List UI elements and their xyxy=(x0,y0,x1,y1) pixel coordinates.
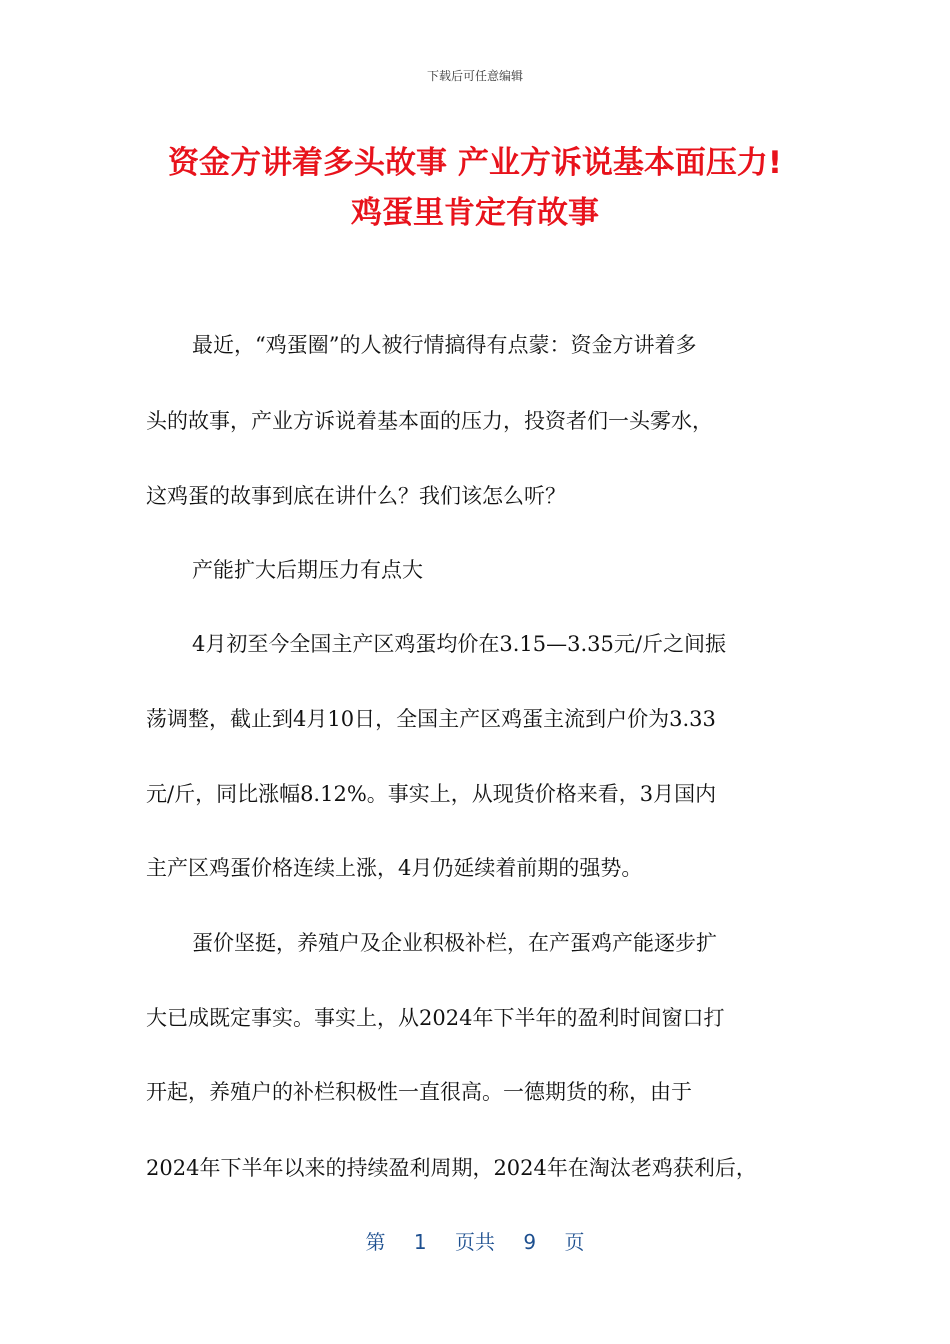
body-line: 主产区鸡蛋价格连续上涨，4月仍延续着前期的强势。 xyxy=(146,856,643,880)
body-line: 元/斤，同比涨幅8.12%。事实上，从现货价格来看，3月国内 xyxy=(146,782,717,806)
body-line: 最近，“鸡蛋圈”的人被行情搞得有点蒙：资金方讲着多 xyxy=(192,333,697,357)
page-current: 1 xyxy=(413,1230,427,1254)
body-line: 4月初至今全国主产区鸡蛋均价在3.15—3.35元/斤之间振 xyxy=(192,632,726,656)
title-line-2: 鸡蛋里肯定有故事 xyxy=(351,195,599,231)
body-line: 这鸡蛋的故事到底在讲什么？我们该怎么听？ xyxy=(146,484,566,508)
document-title xyxy=(100,138,850,238)
body-line: 2024年下半年以来的持续盈利周期，2024年在淘汰老鸡获利后， xyxy=(146,1156,757,1180)
body-line: 开起，养殖户的补栏积极性一直很高。一德期货的称，由于 xyxy=(146,1080,692,1104)
body-line: 蛋价坚挺，养殖户及企业积极补栏，在产蛋鸡产能逐步扩 xyxy=(192,931,717,955)
body-line: 荡调整，截止到4月10日，全国主产区鸡蛋主流到户价为3.33 xyxy=(146,707,716,731)
header-note: 下载后可任意编辑 xyxy=(426,69,523,83)
page-footer xyxy=(0,1226,950,1255)
page-label-prefix: 第 xyxy=(365,1230,386,1254)
body-line: 大已成既定事实。事实上，从2024年下半年的盈利时间窗口打 xyxy=(146,1006,725,1030)
title-line-1: 资金方讲着多头故事 产业方诉说基本面压力! xyxy=(168,145,782,181)
section-heading: 产能扩大后期压力有点大 xyxy=(192,558,423,582)
page-label-mid: 页共 xyxy=(455,1230,495,1254)
body-line: 头的故事，产业方诉说着基本面的压力，投资者们一头雾水， xyxy=(146,409,713,433)
page-total: 9 xyxy=(523,1230,537,1254)
page-label-suffix: 页 xyxy=(564,1230,585,1254)
